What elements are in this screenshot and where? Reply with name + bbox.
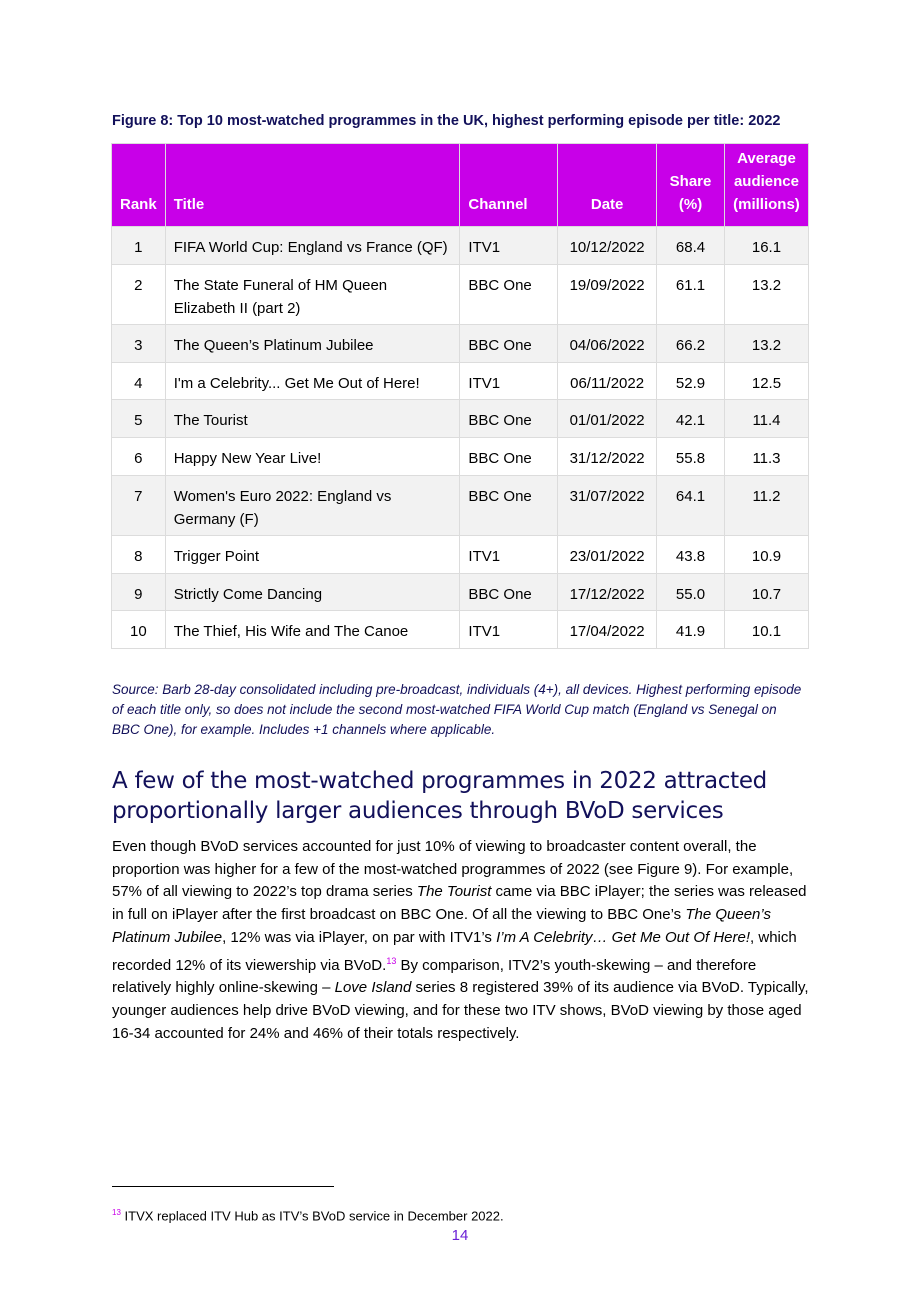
cell-date: 04/06/2022 [558, 325, 657, 363]
source-note: Source: Barb 28-day consolidated including pre-broadcast, individuals (4+), all devices. Highest performing episode of each title only, so does not include the second most-watched FIFA World Cup match (England vs Senegal on BBC One), for example. Includes +1 channels where applicable. [112, 682, 802, 737]
cell-date: 10/12/2022 [558, 227, 657, 265]
cell-rank: 2 [112, 264, 166, 325]
cell-channel: BBC One [460, 437, 558, 475]
cell-share: 61.1 [657, 264, 725, 325]
cell-share: 55.0 [657, 573, 725, 611]
cell-audience: 11.4 [724, 400, 808, 438]
table-row [112, 437, 809, 475]
header-rank: Rank [112, 144, 166, 227]
cell-audience: 13.2 [724, 325, 808, 363]
cell-channel: ITV1 [460, 227, 558, 265]
cell-date: 17/04/2022 [558, 611, 657, 649]
cell-title: The Queen’s Platinum Jubilee [165, 325, 460, 363]
footnote-text: ITVX replaced ITV Hub as ITV’s BVoD service in December 2022. [120, 1208, 504, 1224]
cell-audience: 11.3 [724, 437, 808, 475]
page-number: 14 [451, 1227, 469, 1244]
cell-rank: 8 [112, 536, 166, 574]
cell-rank: 1 [112, 227, 166, 265]
cell-title: The Thief, His Wife and The Canoe [165, 611, 460, 649]
cell-title: The Tourist [165, 400, 460, 438]
cell-title: Strictly Come Dancing [165, 573, 460, 611]
cell-share: 52.9 [657, 362, 725, 400]
header-title: Title [165, 144, 460, 227]
cell-audience: 10.7 [724, 573, 808, 611]
cell-title: The State Funeral of HM Queen Elizabeth II (part 2) [165, 264, 460, 325]
cell-date: 31/12/2022 [558, 437, 657, 475]
cell-share: 68.4 [657, 227, 725, 265]
cell-rank: 5 [112, 400, 166, 438]
cell-audience: 11.2 [724, 475, 808, 536]
footnote-divider [112, 1186, 334, 1187]
cell-audience: 10.1 [724, 611, 808, 649]
cell-channel: ITV1 [460, 536, 558, 574]
table-row [112, 400, 809, 438]
table-row [112, 536, 809, 574]
table-row [112, 573, 809, 611]
cell-rank: 6 [112, 437, 166, 475]
cell-channel: BBC One [460, 475, 558, 536]
cell-rank: 10 [112, 611, 166, 649]
cell-audience: 16.1 [724, 227, 808, 265]
cell-date: 06/11/2022 [558, 362, 657, 400]
table-row [112, 227, 809, 265]
cell-title: Women's Euro 2022: England vs Germany (F) [165, 475, 460, 536]
header-date: Date [558, 144, 657, 227]
header-share: Share (%) [657, 144, 725, 227]
cell-channel: BBC One [460, 573, 558, 611]
body-paragraph: Even though BVoD services accounted for just 10% of viewing to broadcaster content overall, the proportion was higher for a few of the most-watched programmes of 2022 (see Figure 9). For example, 57% of all viewing to 2022’s top drama series The Tourist came via BBC iPlayer; the series was released in full on iPlayer after the first broadcast on BBC One. Of all the viewing to BBC One’s The Queen’s Platinum Jubilee, 12% was via iPlayer, on par with ITV1’s I’m A Celebrity… Get Me Out Of Here!, which recorded 12% of its viewership via BVoD.$^{13}$ By comparison, ITV2’s youth-skewing – and therefore relatively highly online-skewing – Love Island series 8 registered 39% of its audience via BVoD. Typically, younger audiences help drive BVoD viewing, and for these two ITV shows, BVoD viewing by those aged 16-34 accounted for 24% and 46% of their totals respectively. [112, 838, 809, 1042]
cell-share: 66.2 [657, 325, 725, 363]
cell-share: 42.1 [657, 400, 725, 438]
cell-share: 43.8 [657, 536, 725, 574]
cell-rank: 4 [112, 362, 166, 400]
table-row [112, 264, 809, 325]
cell-date: 17/12/2022 [558, 573, 657, 611]
footnote [112, 1208, 504, 1223]
cell-title: FIFA World Cup: England vs France (QF) [165, 227, 460, 265]
cell-channel: BBC One [460, 400, 558, 438]
cell-date: 23/01/2022 [558, 536, 657, 574]
cell-channel: ITV1 [460, 362, 558, 400]
cell-title: Happy New Year Live! [165, 437, 460, 475]
table-row [112, 325, 809, 363]
cell-channel: ITV1 [460, 611, 558, 649]
cell-audience: 13.2 [724, 264, 808, 325]
header-audience: Average audience (millions) [724, 144, 808, 227]
cell-rank: 3 [112, 325, 166, 363]
table-row [112, 362, 809, 400]
footnote-reference[interactable]: 13 [386, 955, 397, 966]
cell-audience: 12.5 [724, 362, 808, 400]
figure-caption: Figure 8: Top 10 most-watched programmes in the UK, highest performing episode per title: 2022 [112, 113, 781, 129]
footnote-mark: 13 [112, 1208, 121, 1217]
cell-channel: BBC One [460, 264, 558, 325]
table-row [112, 611, 809, 649]
cell-share: 41.9 [657, 611, 725, 649]
cell-audience: 10.9 [724, 536, 808, 574]
cell-channel: BBC One [460, 325, 558, 363]
cell-title: I'm a Celebrity... Get Me Out of Here! [165, 362, 460, 400]
table-header-row [112, 144, 809, 227]
cell-title: Trigger Point [165, 536, 460, 574]
cell-rank: 9 [112, 573, 166, 611]
header-channel: Channel [460, 144, 558, 227]
programmes-table [111, 143, 809, 649]
section-heading: A few of the most-watched programmes in 2022 attracted proportionally larger audiences through BVoD services [112, 768, 767, 824]
cell-date: 31/07/2022 [558, 475, 657, 536]
cell-share: 55.8 [657, 437, 725, 475]
cell-rank: 7 [112, 475, 166, 536]
table-row [112, 475, 809, 536]
cell-date: 01/01/2022 [558, 400, 657, 438]
cell-share: 64.1 [657, 475, 725, 536]
cell-date: 19/09/2022 [558, 264, 657, 325]
